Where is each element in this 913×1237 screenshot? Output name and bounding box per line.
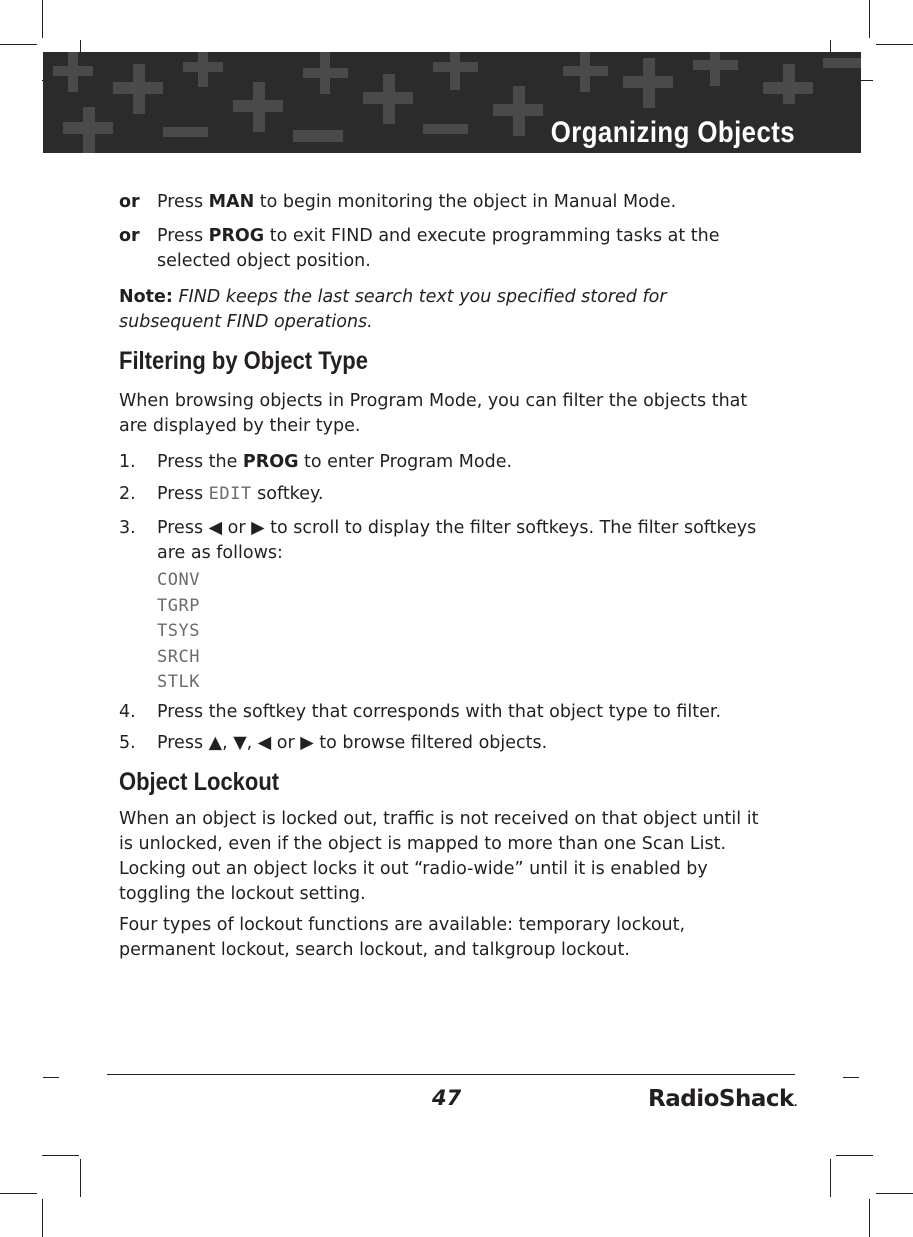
step-number: 5. (119, 733, 136, 753)
note-label: Note: (119, 287, 173, 307)
softkey-tgrp: TGRP (157, 595, 200, 616)
crop-mark (80, 1159, 81, 1197)
crop-mark (876, 1193, 913, 1194)
lockout-paragraph-2: Four types of lockout functions are available: temporary lockout, permanent lockout, search lockout, and talkgroup lockout. (119, 915, 686, 960)
text: softkey. (251, 484, 324, 504)
step-number: 1. (119, 452, 136, 472)
softkey-srch: SRCH (157, 646, 200, 667)
step-text: Press ▲, ▼, ◀ or ▶ to browse filtered objects. (157, 733, 548, 753)
crop-mark (843, 1077, 859, 1078)
crop-mark (42, 1155, 79, 1156)
brand-name: RadioShack (648, 1086, 794, 1112)
step-number: 3. (119, 518, 136, 538)
header-banner (43, 52, 861, 153)
lockout-paragraph-1: When an object is locked out, traffic is not received on that object until it is unlocked, even if the object is mapped to more than one Scan List. Locking out an object locks it out “radio-wide” until it is enabled by toggling the lockout setting. (119, 809, 759, 904)
key-prog: PROG (208, 226, 265, 246)
note-text: FIND keeps the last search text you specified stored for subsequent FIND operations. (119, 287, 667, 332)
section-heading-lockout: Object Lockout (119, 768, 280, 796)
text: Press the (157, 452, 243, 472)
crop-mark (42, 0, 43, 38)
crop-mark (42, 1199, 43, 1237)
crop-mark (876, 44, 913, 45)
step-text: Press the softkey that corresponds with that object type to filter. (157, 702, 722, 722)
brand-mark: . (793, 1098, 798, 1109)
softkey-edit: EDIT (208, 484, 252, 504)
text: to exit FIND and execute programming tasks at the selected object position. (157, 226, 720, 271)
text: to begin monitoring the object in Manual Mode. (254, 192, 677, 212)
crop-mark (0, 1193, 37, 1194)
text: Press (157, 226, 209, 246)
crop-mark (43, 1077, 59, 1078)
text: Press (157, 484, 209, 504)
filtering-paragraph: When browsing objects in Program Mode, you can filter the objects that are displayed by their type. (119, 391, 748, 436)
brand-logo (648, 1086, 797, 1112)
section-heading-filtering: Filtering by Object Type (119, 347, 368, 375)
text: to enter Program Mode. (298, 452, 513, 472)
footer-rule (107, 1074, 795, 1075)
crop-mark (836, 1155, 873, 1156)
note (119, 285, 759, 335)
step-number: 4. (119, 702, 136, 722)
or-label: or (119, 226, 140, 246)
page-title: Organizing Objects (550, 116, 795, 149)
crop-mark (830, 1159, 831, 1197)
step-text: Press ◀ or ▶ to scroll to display the filter softkeys. The filter softkeys are as follows: (157, 518, 757, 563)
key-prog: PROG (242, 452, 299, 472)
softkey-list (157, 568, 200, 696)
key-man: MAN (208, 192, 255, 212)
or-label: or (119, 192, 140, 212)
page-number: 47 (432, 1086, 462, 1110)
softkey-stlk: STLK (157, 672, 200, 692)
crop-mark (869, 0, 870, 38)
crop-mark (869, 1199, 870, 1237)
text: Press (157, 192, 209, 212)
softkey-tsys: TSYS (157, 621, 200, 641)
crop-mark (0, 44, 37, 45)
softkey-conv: CONV (157, 570, 200, 590)
step-number: 2. (119, 484, 136, 504)
